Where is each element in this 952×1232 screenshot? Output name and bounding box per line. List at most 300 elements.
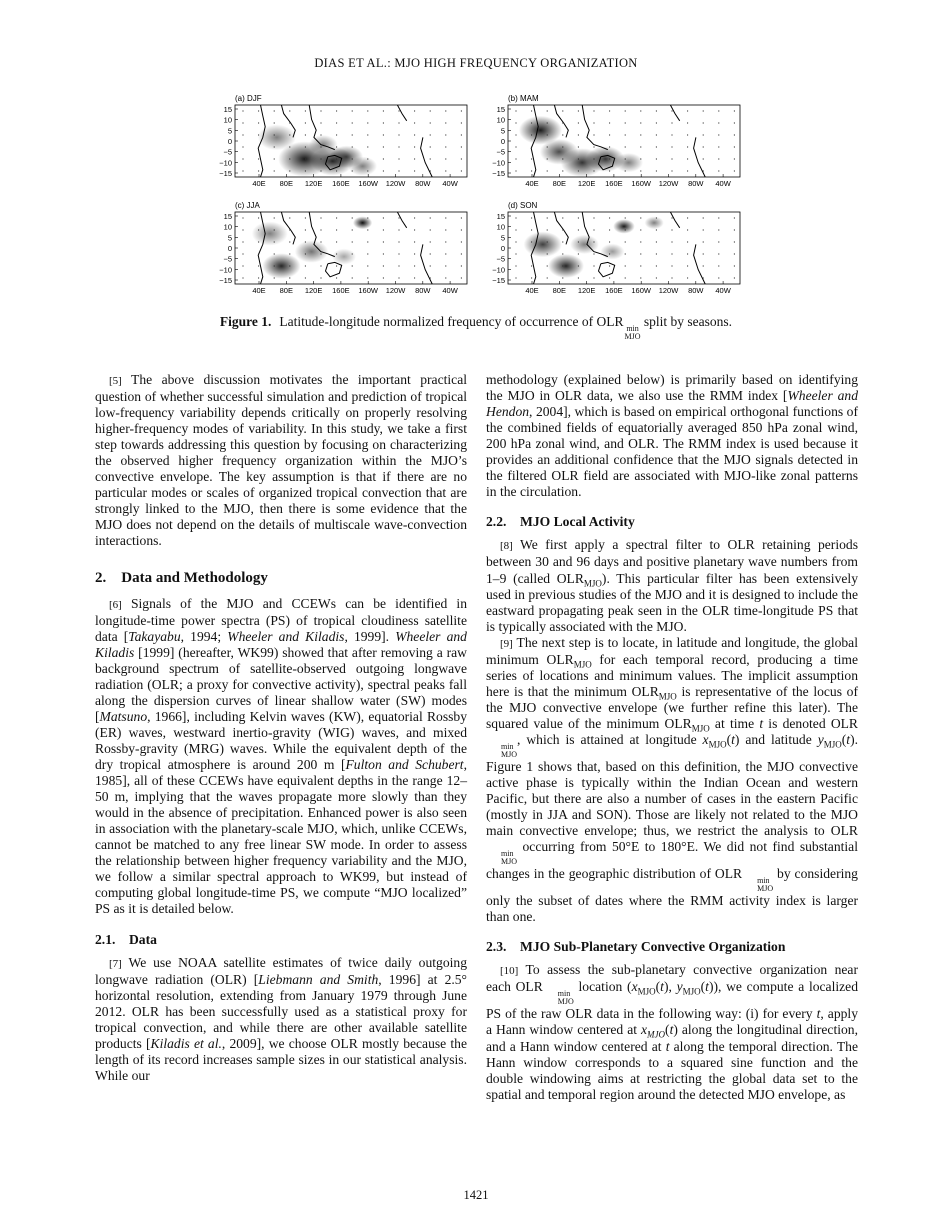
grid-dot: [352, 146, 353, 147]
grid-dot: [414, 253, 415, 254]
grid-dot: [687, 229, 688, 230]
frequency-blob: [252, 222, 288, 246]
coastline: [670, 212, 679, 228]
grid-dot: [531, 146, 532, 147]
grid-dot: [414, 110, 415, 111]
grid-dot: [289, 277, 290, 278]
grid-dot: [336, 241, 337, 242]
grid-dot: [609, 277, 610, 278]
grid-dot: [531, 170, 532, 171]
grid-dot: [414, 122, 415, 123]
grid-dot: [671, 134, 672, 135]
grid-dot: [258, 277, 259, 278]
grid-dot: [703, 265, 704, 266]
grid-dot: [718, 217, 719, 218]
grid-dot: [718, 229, 719, 230]
grid-dot: [289, 241, 290, 242]
grid-dot: [430, 134, 431, 135]
y-tick-label: −15: [492, 276, 505, 285]
panel-label: (c) JJA: [235, 201, 260, 210]
y-tick-label: −5: [223, 147, 232, 157]
grid-dot: [274, 229, 275, 230]
grid-dot: [687, 265, 688, 266]
grid-dot: [445, 253, 446, 254]
grid-dot: [515, 158, 516, 159]
grid-dot: [718, 134, 719, 135]
subsection-heading-2-1: 2.1. Data: [95, 931, 157, 947]
x-tick-label: 120E: [304, 286, 323, 295]
grid-dot: [640, 229, 641, 230]
grid-dot: [461, 170, 462, 171]
paragraph-10: [10] To assess the sub-planetary convective organization near each OLR min MJO location ($x_{MJO}(t)$, $y_{MJO}(t)$), we compute a localized PS of the raw OLR data in the following way: (i) for every t, apply a Hann window centered at $x_{MJO}(t)$ along the longitudinal direction, and a Hann window centered at t along the temporal direction. The Hann window corresponds to a squared sine function and the double windowing aims at restricting the global data set to the spatial and temporal region around the detected MJO envelope, as: [486, 962, 859, 1102]
grid-dot: [578, 110, 579, 111]
y-tick-label: 15: [223, 105, 232, 114]
grid-dot: [383, 229, 384, 230]
grid-dot: [398, 110, 399, 111]
grid-dot: [671, 241, 672, 242]
grid-dot: [398, 265, 399, 266]
y-tick-label: 0: [500, 137, 505, 146]
grid-dot: [593, 158, 594, 159]
frequency-blob: [570, 235, 599, 254]
grid-dot: [461, 146, 462, 147]
grid-dot: [640, 253, 641, 254]
grid-dot: [383, 265, 384, 266]
paragraph-8: [8] We first apply a spectral filter to OLR retaining periods between 30 and 96 days and positive planetary wave numbers from 1–9 (called $OLR_{MJO}$). This particular filter has been extensively used in previous studies of the MJO and it is designed to include the eastward propagating peak seen in the OLR time-longitude PS that is typically associated with the MJO.: [486, 537, 858, 634]
grid-dot: [703, 170, 704, 171]
grid-dot: [274, 217, 275, 218]
grid-dot: [593, 122, 594, 123]
grid-dot: [367, 253, 368, 254]
grid-dot: [578, 158, 579, 159]
y-tick-label: −10: [492, 158, 505, 168]
grid-dot: [625, 253, 626, 254]
x-tick-label: 40W: [442, 286, 458, 295]
grid-dot: [367, 229, 368, 230]
figure-1-plots: [205, 90, 765, 312]
grid-dot: [656, 170, 657, 171]
grid-dot: [703, 146, 704, 147]
grid-dot: [703, 229, 704, 230]
grid-dot: [398, 146, 399, 147]
grid-dot: [430, 265, 431, 266]
grid-dot: [531, 277, 532, 278]
y-tick-label: −15: [219, 276, 232, 285]
grid-dot: [656, 229, 657, 230]
grid-dot: [547, 241, 548, 242]
grid-dot: [336, 253, 337, 254]
grid-dot: [656, 277, 657, 278]
grid-dot: [274, 241, 275, 242]
x-tick-label: 80E: [552, 179, 566, 188]
panel-label: (a) DJF: [235, 94, 262, 103]
grid-dot: [398, 277, 399, 278]
grid-dot: [547, 229, 548, 230]
x-tick-label: 40W: [715, 286, 731, 295]
grid-dot: [352, 229, 353, 230]
grid-dot: [352, 122, 353, 123]
grid-dot: [578, 146, 579, 147]
grid-dot: [687, 217, 688, 218]
grid-dot: [640, 110, 641, 111]
grid-dot: [242, 146, 243, 147]
grid-dot: [718, 253, 719, 254]
grid-dot: [578, 217, 579, 218]
grid-dot: [734, 265, 735, 266]
grid-dot: [242, 241, 243, 242]
grid-dot: [625, 217, 626, 218]
grid-dot: [734, 217, 735, 218]
coastline: [397, 105, 406, 121]
grid-dot: [687, 241, 688, 242]
grid-dot: [687, 110, 688, 111]
grid-dot: [578, 229, 579, 230]
paragraph-6: [6] Signals of the MJO and CCEWs can be identified in longitude-time power spectra (PS) of tropical cloudiness satellite data [Takayabu, 1994; Wheeler and Kiladis, 1999]. Wheeler and Kiladis [1999] (hereafter, WK99) showed that after removing a raw background spectrum of satellite-observed outgoing longwave radiation (OLR; a proxy for convective activity), spectral peaks fall along the dispersion curves of linear shallow water (SW) modes [Matsuno, 1966], including Kelvin waves (KW), equatorial Rossby (ER) waves, westward inertio-gravity (WIG) waves, and mixed Rossby-gravity (MRG) waves. While the equivalent depth of the dry tropical atmosphere is around 200 m [Fulton and Schubert, 1985], all of these CCEWs have equivalent depths in the range 12–50 m, implying that the waves propagate more slowly than they would in the absence of precipitation. Enhanced power is also seen in association with the planetary-scale MJO, which, unlike CCEWs, cannot be matched to any free linear SW mode. In order to assess the relationship between higher frequency variability and the MJO, we follow a similar spectral approach to WK99, but instead of computing global longitude-time PS, we compute “MJO localized” PS as it is detailed below.: [95, 595, 467, 917]
grid-dot: [671, 217, 672, 218]
grid-dot: [367, 134, 368, 135]
y-tick-label: −5: [223, 254, 232, 264]
grid-dot: [445, 146, 446, 147]
grid-dot: [430, 158, 431, 159]
grid-dot: [320, 217, 321, 218]
map-panel: [492, 201, 740, 295]
grid-dot: [430, 110, 431, 111]
figure-caption: Figure 1. Latitude-longitude normalized frequency of occurrence of OLR min MJO split by seasons.: [219, 314, 733, 341]
grid-dot: [734, 170, 735, 171]
x-tick-label: 160W: [631, 179, 651, 188]
grid-dot: [656, 110, 657, 111]
grid-dot: [625, 241, 626, 242]
grid-dot: [398, 229, 399, 230]
grid-dot: [734, 277, 735, 278]
grid-dot: [656, 265, 657, 266]
grid-dot: [625, 170, 626, 171]
grid-dot: [258, 158, 259, 159]
grid-dot: [305, 134, 306, 135]
grid-dot: [531, 253, 532, 254]
grid-dot: [461, 229, 462, 230]
grid-dot: [718, 146, 719, 147]
grid-dot: [671, 158, 672, 159]
caption-text: Latitude-longitude normalized frequency of occurrence of OLR: [279, 314, 624, 329]
grid-dot: [671, 253, 672, 254]
grid-dot: [547, 217, 548, 218]
grid-dot: [367, 122, 368, 123]
frequency-blob: [613, 219, 635, 233]
grid-dot: [305, 158, 306, 159]
x-tick-label: 160W: [631, 286, 651, 295]
grid-dot: [547, 170, 548, 171]
grid-dot: [515, 265, 516, 266]
grid-dot: [703, 122, 704, 123]
grid-dot: [242, 253, 243, 254]
grid-dot: [445, 158, 446, 159]
grid-dot: [671, 110, 672, 111]
grid-dot: [734, 122, 735, 123]
subsection-heading-2-2: 2.2. MJO Local Activity: [486, 514, 635, 530]
grid-dot: [734, 229, 735, 230]
grid-dot: [562, 146, 563, 147]
grid-dot: [671, 277, 672, 278]
grid-dot: [242, 122, 243, 123]
grid-dot: [625, 134, 626, 135]
grid-dot: [687, 277, 688, 278]
grid-dot: [430, 217, 431, 218]
grid-dot: [562, 134, 563, 135]
grid-dot: [320, 110, 321, 111]
y-tick-label: 10: [496, 115, 505, 125]
grid-dot: [718, 158, 719, 159]
grid-dot: [430, 229, 431, 230]
grid-dot: [274, 170, 275, 171]
grid-dot: [593, 277, 594, 278]
grid-dot: [734, 253, 735, 254]
grid-dot: [367, 277, 368, 278]
frequency-blob: [614, 153, 643, 172]
grid-dot: [289, 110, 290, 111]
grid-dot: [461, 158, 462, 159]
grid-dot: [547, 265, 548, 266]
grid-dot: [336, 265, 337, 266]
frequency-blob: [600, 244, 624, 260]
grid-dot: [383, 217, 384, 218]
coastline: [582, 105, 608, 150]
grid-dot: [562, 158, 563, 159]
grid-dot: [547, 253, 548, 254]
grid-dot: [640, 277, 641, 278]
grid-dot: [578, 241, 579, 242]
grid-dot: [531, 122, 532, 123]
x-tick-label: 120W: [385, 179, 406, 188]
grid-dot: [430, 170, 431, 171]
grid-dot: [656, 217, 657, 218]
grid-dot: [515, 146, 516, 147]
y-tick-label: 10: [223, 222, 232, 232]
grid-dot: [562, 122, 563, 123]
x-tick-label: 80W: [688, 179, 704, 188]
subsection-heading-2-3: 2.3. MJO Sub-Planetary Convective Organization: [486, 939, 786, 955]
grid-dot: [320, 265, 321, 266]
grid-dot: [593, 134, 594, 135]
grid-dot: [352, 158, 353, 159]
x-tick-label: 120W: [658, 286, 679, 295]
grid-dot: [734, 146, 735, 147]
grid-dot: [703, 277, 704, 278]
grid-dot: [383, 170, 384, 171]
grid-dot: [305, 229, 306, 230]
panel-label: (b) MAM: [508, 94, 539, 103]
grid-dot: [258, 241, 259, 242]
map-panel: [219, 94, 467, 188]
grid-dot: [531, 241, 532, 242]
grid-dot: [336, 277, 337, 278]
grid-dot: [609, 229, 610, 230]
coastline: [397, 212, 406, 228]
caption-label: Figure 1.: [219, 314, 272, 329]
frequency-blob: [295, 240, 329, 262]
grid-dot: [336, 134, 337, 135]
x-tick-label: 160E: [332, 179, 350, 188]
grid-dot: [289, 265, 290, 266]
grid-dot: [562, 229, 563, 230]
grid-dot: [515, 122, 516, 123]
grid-dot: [258, 110, 259, 111]
grid-dot: [320, 253, 321, 254]
grid-dot: [515, 217, 516, 218]
grid-dot: [242, 217, 243, 218]
grid-dot: [671, 265, 672, 266]
grid-dot: [336, 229, 337, 230]
grid-dot: [258, 146, 259, 147]
grid-dot: [414, 277, 415, 278]
grid-dot: [625, 122, 626, 123]
grid-dot: [383, 158, 384, 159]
grid-dot: [352, 110, 353, 111]
grid-dot: [445, 134, 446, 135]
grid-dot: [609, 158, 610, 159]
grid-dot: [609, 241, 610, 242]
running-header: DIAS ET AL.: MJO HIGH FREQUENCY ORGANIZATION: [314, 56, 638, 70]
grid-dot: [687, 122, 688, 123]
grid-dot: [656, 253, 657, 254]
grid-dot: [336, 170, 337, 171]
grid-dot: [625, 110, 626, 111]
x-tick-label: 160W: [358, 286, 378, 295]
grid-dot: [734, 110, 735, 111]
grid-dot: [640, 134, 641, 135]
grid-dot: [734, 134, 735, 135]
grid-dot: [242, 158, 243, 159]
grid-dot: [531, 217, 532, 218]
grid-dot: [320, 229, 321, 230]
grid-dot: [242, 277, 243, 278]
grid-dot: [274, 158, 275, 159]
grid-dot: [274, 265, 275, 266]
grid-dot: [671, 229, 672, 230]
grid-dot: [445, 241, 446, 242]
grid-dot: [578, 122, 579, 123]
grid-dot: [593, 265, 594, 266]
grid-dot: [242, 265, 243, 266]
y-tick-label: 15: [496, 105, 505, 114]
grid-dot: [461, 122, 462, 123]
frequency-blob: [262, 253, 300, 279]
x-tick-label: 80E: [279, 286, 293, 295]
grid-dot: [305, 110, 306, 111]
grid-dot: [320, 146, 321, 147]
caption-text-end: split by seasons.: [640, 314, 733, 329]
grid-dot: [718, 122, 719, 123]
grid-dot: [515, 170, 516, 171]
grid-dot: [352, 253, 353, 254]
paragraph-7: [7] We use NOAA satellite estimates of twice daily outgoing longwave radiation (OLR) [Liebmann and Smith, 1996] at 2.5° horizontal resolution, extending from January 1979 through June 2012. OLR has been successfully used as a statistical proxy for tropical convection, and while there are other available satellite products [Kiladis et al., 2009], we choose OLR mostly because the length of its record increases sample sizes in our statistical analysis. While our: [95, 954, 467, 1083]
grid-dot: [414, 134, 415, 135]
grid-dot: [562, 241, 563, 242]
grid-dot: [515, 134, 516, 135]
grid-dot: [398, 134, 399, 135]
grid-dot: [578, 170, 579, 171]
grid-dot: [609, 170, 610, 171]
y-tick-label: 10: [496, 222, 505, 232]
grid-dot: [305, 265, 306, 266]
x-tick-label: 120W: [658, 179, 679, 188]
section-heading-2: 2. Data and Methodology: [95, 569, 268, 586]
grid-dot: [274, 277, 275, 278]
grid-dot: [734, 158, 735, 159]
grid-dot: [656, 241, 657, 242]
grid-dot: [352, 134, 353, 135]
grid-dot: [383, 122, 384, 123]
grid-dot: [562, 170, 563, 171]
grid-dot: [352, 241, 353, 242]
grid-dot: [305, 253, 306, 254]
grid-dot: [320, 241, 321, 242]
grid-dot: [289, 134, 290, 135]
grid-dot: [461, 265, 462, 266]
grid-dot: [430, 253, 431, 254]
grid-dot: [414, 229, 415, 230]
grid-dot: [609, 110, 610, 111]
grid-dot: [593, 110, 594, 111]
coastline: [599, 262, 615, 276]
x-tick-label: 120E: [577, 179, 596, 188]
grid-dot: [671, 122, 672, 123]
grid-dot: [398, 122, 399, 123]
grid-dot: [398, 170, 399, 171]
grid-dot: [640, 146, 641, 147]
grid-dot: [289, 253, 290, 254]
coastline: [326, 262, 342, 276]
grid-dot: [336, 122, 337, 123]
grid-dot: [687, 134, 688, 135]
grid-dot: [461, 217, 462, 218]
grid-dot: [383, 146, 384, 147]
grid-dot: [703, 241, 704, 242]
grid-dot: [445, 217, 446, 218]
y-tick-label: 5: [227, 126, 232, 136]
grid-dot: [515, 241, 516, 242]
grid-dot: [242, 134, 243, 135]
grid-dot: [640, 158, 641, 159]
grid-dot: [289, 146, 290, 147]
grid-dot: [671, 146, 672, 147]
grid-dot: [515, 110, 516, 111]
grid-dot: [562, 265, 563, 266]
grid-dot: [531, 110, 532, 111]
grid-dot: [336, 110, 337, 111]
grid-dot: [687, 146, 688, 147]
grid-dot: [367, 146, 368, 147]
grid-dot: [258, 170, 259, 171]
grid-dot: [320, 158, 321, 159]
x-tick-label: 120E: [577, 286, 596, 295]
grid-dot: [640, 217, 641, 218]
grid-dot: [398, 158, 399, 159]
grid-dot: [367, 241, 368, 242]
grid-dot: [320, 122, 321, 123]
grid-dot: [593, 217, 594, 218]
grid-dot: [445, 277, 446, 278]
grid-dot: [414, 265, 415, 266]
grid-dot: [547, 110, 548, 111]
grid-dot: [578, 253, 579, 254]
grid-dot: [305, 122, 306, 123]
grid-dot: [625, 265, 626, 266]
grid-dot: [352, 265, 353, 266]
grid-dot: [578, 134, 579, 135]
x-tick-label: 160E: [605, 286, 623, 295]
grid-dot: [718, 110, 719, 111]
